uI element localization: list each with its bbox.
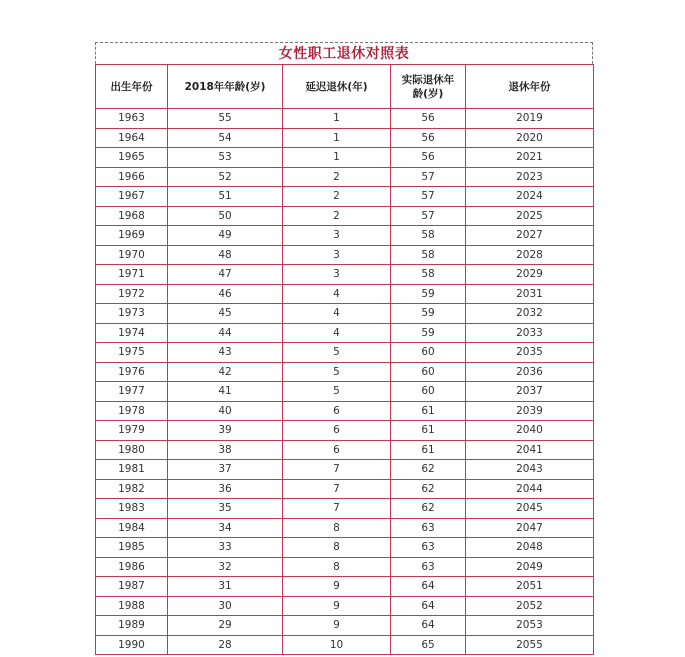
cell-birth-year: 1970 — [96, 245, 168, 265]
cell-delay-years: 8 — [283, 518, 391, 538]
cell-actual-retire-age: 64 — [391, 577, 466, 597]
cell-age-2018: 53 — [168, 148, 283, 168]
cell-birth-year: 1979 — [96, 421, 168, 441]
cell-birth-year: 1974 — [96, 323, 168, 343]
cell-actual-retire-age: 62 — [391, 499, 466, 519]
table-row — [96, 596, 594, 616]
cell-age-2018: 43 — [168, 343, 283, 363]
cell-delay-years: 4 — [283, 284, 391, 304]
cell-age-2018: 54 — [168, 128, 283, 148]
table-row — [96, 206, 594, 226]
cell-actual-retire-age: 64 — [391, 616, 466, 636]
cell-delay-years: 6 — [283, 401, 391, 421]
cell-birth-year: 1964 — [96, 128, 168, 148]
cell-retire-year: 2039 — [466, 401, 594, 421]
cell-age-2018: 28 — [168, 635, 283, 655]
table-row — [96, 635, 594, 655]
cell-retire-year: 2051 — [466, 577, 594, 597]
cell-delay-years: 4 — [283, 323, 391, 343]
cell-retire-year: 2043 — [466, 460, 594, 480]
cell-retire-year: 2032 — [466, 304, 594, 324]
table-row — [96, 401, 594, 421]
cell-actual-retire-age: 61 — [391, 440, 466, 460]
cell-delay-years: 5 — [283, 362, 391, 382]
cell-retire-year: 2020 — [466, 128, 594, 148]
table-row — [96, 382, 594, 402]
cell-actual-retire-age: 57 — [391, 187, 466, 207]
cell-delay-years: 4 — [283, 304, 391, 324]
cell-delay-years: 9 — [283, 616, 391, 636]
cell-retire-year: 2023 — [466, 167, 594, 187]
cell-actual-retire-age: 58 — [391, 245, 466, 265]
cell-birth-year: 1966 — [96, 167, 168, 187]
table-row — [96, 167, 594, 187]
cell-retire-year: 2040 — [466, 421, 594, 441]
cell-actual-retire-age: 59 — [391, 284, 466, 304]
cell-delay-years: 7 — [283, 460, 391, 480]
cell-delay-years: 9 — [283, 577, 391, 597]
table-row — [96, 460, 594, 480]
cell-birth-year: 1982 — [96, 479, 168, 499]
table-row — [96, 109, 594, 129]
cell-birth-year: 1968 — [96, 206, 168, 226]
cell-age-2018: 51 — [168, 187, 283, 207]
cell-retire-year: 2033 — [466, 323, 594, 343]
table-row — [96, 616, 594, 636]
cell-retire-year: 2021 — [466, 148, 594, 168]
cell-birth-year: 1963 — [96, 109, 168, 129]
table-row — [96, 245, 594, 265]
cell-actual-retire-age: 59 — [391, 304, 466, 324]
cell-actual-retire-age: 63 — [391, 538, 466, 558]
cell-age-2018: 48 — [168, 245, 283, 265]
cell-delay-years: 1 — [283, 109, 391, 129]
cell-retire-year: 2029 — [466, 265, 594, 285]
cell-birth-year: 1985 — [96, 538, 168, 558]
cell-age-2018: 52 — [168, 167, 283, 187]
cell-retire-year: 2055 — [466, 635, 594, 655]
cell-retire-year: 2053 — [466, 616, 594, 636]
cell-age-2018: 45 — [168, 304, 283, 324]
cell-age-2018: 38 — [168, 440, 283, 460]
cell-age-2018: 29 — [168, 616, 283, 636]
table-row — [96, 538, 594, 558]
cell-actual-retire-age: 62 — [391, 460, 466, 480]
cell-actual-retire-age: 60 — [391, 362, 466, 382]
header-actual-retire-age: 实际退休年龄(岁) — [391, 65, 466, 109]
cell-age-2018: 42 — [168, 362, 283, 382]
cell-delay-years: 8 — [283, 538, 391, 558]
cell-actual-retire-age: 60 — [391, 382, 466, 402]
cell-delay-years: 1 — [283, 128, 391, 148]
cell-delay-years: 6 — [283, 440, 391, 460]
cell-actual-retire-age: 57 — [391, 206, 466, 226]
cell-delay-years: 7 — [283, 479, 391, 499]
cell-actual-retire-age: 61 — [391, 421, 466, 441]
table-row — [96, 323, 594, 343]
cell-retire-year: 2052 — [466, 596, 594, 616]
cell-actual-retire-age: 61 — [391, 401, 466, 421]
cell-actual-retire-age: 56 — [391, 128, 466, 148]
cell-birth-year: 1965 — [96, 148, 168, 168]
cell-age-2018: 36 — [168, 479, 283, 499]
cell-birth-year: 1988 — [96, 596, 168, 616]
cell-age-2018: 44 — [168, 323, 283, 343]
cell-delay-years: 5 — [283, 382, 391, 402]
cell-birth-year: 1971 — [96, 265, 168, 285]
cell-retire-year: 2019 — [466, 109, 594, 129]
cell-age-2018: 30 — [168, 596, 283, 616]
cell-birth-year: 1980 — [96, 440, 168, 460]
table-row — [96, 128, 594, 148]
cell-age-2018: 34 — [168, 518, 283, 538]
cell-actual-retire-age: 62 — [391, 479, 466, 499]
table-title: 女性职工退休对照表 — [95, 42, 593, 64]
cell-age-2018: 39 — [168, 421, 283, 441]
table-row — [96, 440, 594, 460]
cell-delay-years: 9 — [283, 596, 391, 616]
cell-age-2018: 35 — [168, 499, 283, 519]
cell-birth-year: 1973 — [96, 304, 168, 324]
cell-age-2018: 37 — [168, 460, 283, 480]
cell-retire-year: 2045 — [466, 499, 594, 519]
cell-actual-retire-age: 56 — [391, 148, 466, 168]
table-row — [96, 148, 594, 168]
cell-retire-year: 2041 — [466, 440, 594, 460]
cell-birth-year: 1972 — [96, 284, 168, 304]
cell-delay-years: 7 — [283, 499, 391, 519]
cell-birth-year: 1987 — [96, 577, 168, 597]
cell-actual-retire-age: 58 — [391, 265, 466, 285]
cell-birth-year: 1969 — [96, 226, 168, 246]
cell-delay-years: 3 — [283, 245, 391, 265]
table-row — [96, 479, 594, 499]
table-row — [96, 304, 594, 324]
cell-age-2018: 41 — [168, 382, 283, 402]
table-row — [96, 518, 594, 538]
table-row — [96, 362, 594, 382]
cell-age-2018: 32 — [168, 557, 283, 577]
cell-birth-year: 1990 — [96, 635, 168, 655]
cell-retire-year: 2037 — [466, 382, 594, 402]
cell-age-2018: 31 — [168, 577, 283, 597]
cell-birth-year: 1984 — [96, 518, 168, 538]
cell-birth-year: 1978 — [96, 401, 168, 421]
cell-birth-year: 1975 — [96, 343, 168, 363]
retirement-table-sheet — [95, 42, 593, 655]
retirement-table — [95, 64, 594, 655]
cell-age-2018: 40 — [168, 401, 283, 421]
cell-actual-retire-age: 60 — [391, 343, 466, 363]
table-row — [96, 265, 594, 285]
cell-retire-year: 2031 — [466, 284, 594, 304]
cell-retire-year: 2049 — [466, 557, 594, 577]
cell-actual-retire-age: 57 — [391, 167, 466, 187]
cell-actual-retire-age: 63 — [391, 557, 466, 577]
header-row — [96, 65, 594, 109]
cell-birth-year: 1976 — [96, 362, 168, 382]
cell-retire-year: 2035 — [466, 343, 594, 363]
table-body — [96, 109, 594, 655]
cell-actual-retire-age: 63 — [391, 518, 466, 538]
cell-age-2018: 33 — [168, 538, 283, 558]
cell-birth-year: 1989 — [96, 616, 168, 636]
table-row — [96, 557, 594, 577]
cell-actual-retire-age: 56 — [391, 109, 466, 129]
cell-retire-year: 2024 — [466, 187, 594, 207]
cell-retire-year: 2027 — [466, 226, 594, 246]
cell-actual-retire-age: 64 — [391, 596, 466, 616]
cell-age-2018: 49 — [168, 226, 283, 246]
cell-delay-years: 2 — [283, 167, 391, 187]
header-retire-year: 退休年份 — [466, 65, 594, 109]
cell-retire-year: 2025 — [466, 206, 594, 226]
cell-actual-retire-age: 59 — [391, 323, 466, 343]
cell-birth-year: 1977 — [96, 382, 168, 402]
table-row — [96, 226, 594, 246]
cell-actual-retire-age: 58 — [391, 226, 466, 246]
cell-birth-year: 1981 — [96, 460, 168, 480]
cell-retire-year: 2028 — [466, 245, 594, 265]
cell-delay-years: 2 — [283, 187, 391, 207]
table-row — [96, 343, 594, 363]
cell-age-2018: 47 — [168, 265, 283, 285]
cell-birth-year: 1983 — [96, 499, 168, 519]
header-birth-year: 出生年份 — [96, 65, 168, 109]
cell-birth-year: 1967 — [96, 187, 168, 207]
cell-delay-years: 10 — [283, 635, 391, 655]
cell-retire-year: 2048 — [466, 538, 594, 558]
cell-delay-years: 5 — [283, 343, 391, 363]
cell-actual-retire-age: 65 — [391, 635, 466, 655]
cell-delay-years: 3 — [283, 265, 391, 285]
cell-delay-years: 6 — [283, 421, 391, 441]
cell-age-2018: 46 — [168, 284, 283, 304]
table-row — [96, 187, 594, 207]
cell-retire-year: 2044 — [466, 479, 594, 499]
table-row — [96, 577, 594, 597]
cell-delay-years: 1 — [283, 148, 391, 168]
header-age-2018: 2018年年龄(岁) — [168, 65, 283, 109]
cell-delay-years: 2 — [283, 206, 391, 226]
cell-retire-year: 2036 — [466, 362, 594, 382]
cell-age-2018: 55 — [168, 109, 283, 129]
cell-birth-year: 1986 — [96, 557, 168, 577]
table-row — [96, 421, 594, 441]
cell-delay-years: 8 — [283, 557, 391, 577]
cell-delay-years: 3 — [283, 226, 391, 246]
header-delay-years: 延迟退休(年) — [283, 65, 391, 109]
table-row — [96, 284, 594, 304]
cell-age-2018: 50 — [168, 206, 283, 226]
cell-retire-year: 2047 — [466, 518, 594, 538]
table-row — [96, 499, 594, 519]
